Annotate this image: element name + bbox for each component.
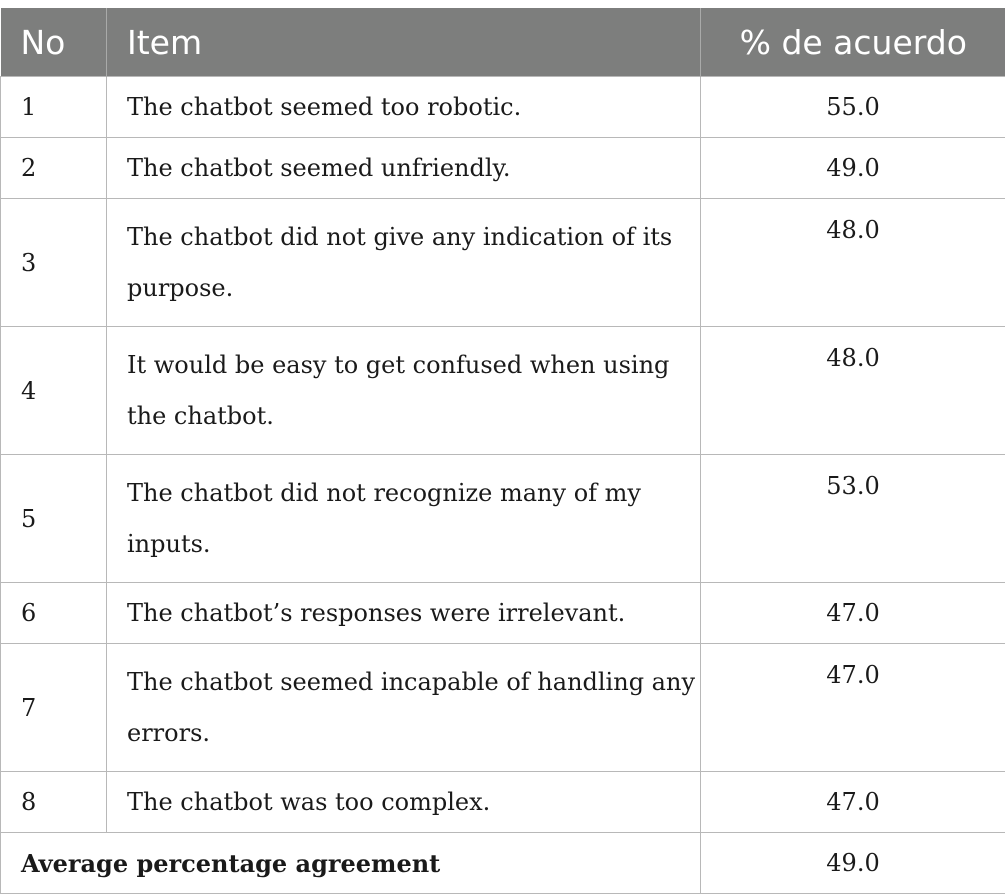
row-number: 3 — [1, 199, 107, 327]
table-row — [1, 772, 1005, 833]
row-item: The chatbot seemed incapable of handling any errors. — [107, 644, 701, 772]
header-no: No — [1, 8, 107, 77]
average-label: Average percentage agreement — [1, 833, 701, 894]
table-row — [1, 644, 1005, 772]
row-number: 1 — [1, 77, 107, 138]
table-row — [1, 77, 1005, 138]
row-value: 47.0 — [701, 644, 1005, 772]
row-number: 6 — [1, 583, 107, 644]
row-item: The chatbot did not recognize many of my inputs. — [107, 455, 701, 583]
row-number: 4 — [1, 327, 107, 455]
row-value: 47.0 — [701, 772, 1005, 833]
row-number: 8 — [1, 772, 107, 833]
table-row — [1, 327, 1005, 455]
row-value: 49.0 — [701, 138, 1005, 199]
row-item: The chatbot seemed too robotic. — [107, 77, 701, 138]
table-row — [1, 138, 1005, 199]
row-value: 48.0 — [701, 199, 1005, 327]
row-value: 55.0 — [701, 77, 1005, 138]
table-row — [1, 199, 1005, 327]
table-row — [1, 583, 1005, 644]
row-value: 47.0 — [701, 583, 1005, 644]
row-item: The chatbot seemed unfriendly. — [107, 138, 701, 199]
header-item: Item — [107, 8, 701, 77]
row-number: 2 — [1, 138, 107, 199]
row-item: The chatbot’s responses were irrelevant. — [107, 583, 701, 644]
row-value: 53.0 — [701, 455, 1005, 583]
header-row — [1, 8, 1005, 77]
table-body — [1, 77, 1005, 894]
row-number: 5 — [1, 455, 107, 583]
row-item: The chatbot was too complex. — [107, 772, 701, 833]
row-number: 7 — [1, 644, 107, 772]
row-item: The chatbot did not give any indication of its purpose. — [107, 199, 701, 327]
table-header — [1, 8, 1005, 77]
row-item: It would be easy to get confused when using the chatbot. — [107, 327, 701, 455]
row-value: 48.0 — [701, 327, 1005, 455]
average-row — [1, 833, 1005, 894]
agreement-table — [0, 8, 1005, 894]
header-agreement: % de acuerdo — [701, 8, 1005, 77]
average-value: 49.0 — [701, 833, 1005, 894]
table-row — [1, 455, 1005, 583]
